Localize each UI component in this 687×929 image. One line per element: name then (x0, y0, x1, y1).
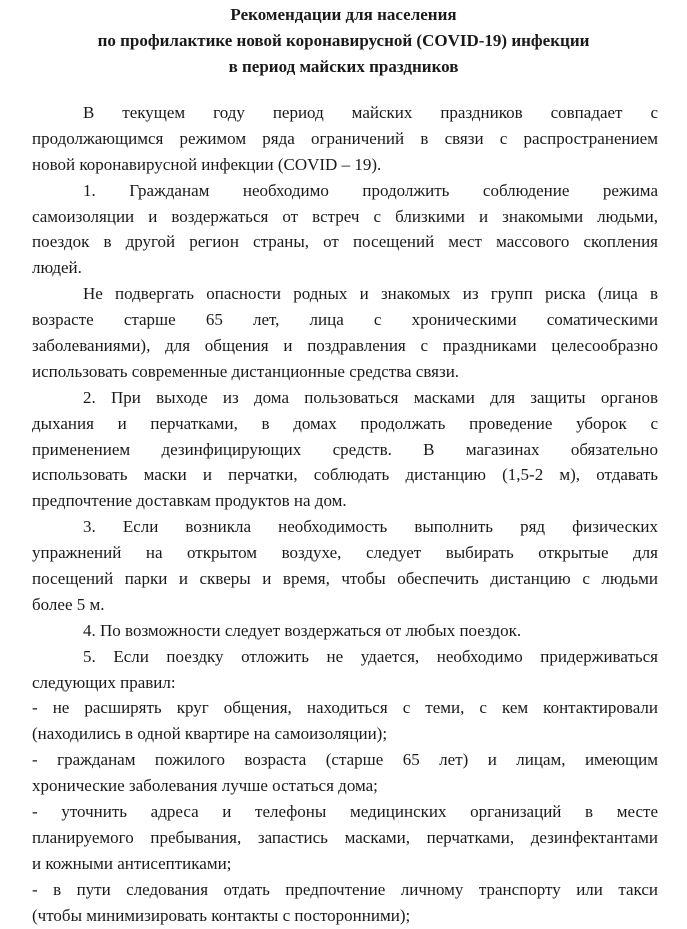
text-line: 4. По возможности следует воздержаться от любых поездок. (83, 620, 522, 640)
text-line: хронические заболевания лучше остаться дома; (32, 776, 378, 796)
document-body (32, 100, 658, 929)
text-line: 5. Если поездку отложить не удается, необходимо придерживаться (83, 646, 658, 666)
text-line: (чтобы минимизировать контакты с посторонними); (32, 905, 411, 925)
intro-paragraph (32, 100, 658, 178)
title-line-1: Рекомендации для населения (230, 5, 457, 24)
text-line: более 5 м. (32, 594, 105, 614)
title-line-2: по профилактике новой коронавирусной (COVID-19) инфекции (97, 31, 590, 50)
document-title (0, 2, 687, 80)
text-line: - уточнить адреса и телефоны медицинских организаций в месте (32, 802, 658, 822)
rule-4-paragraph (32, 877, 658, 929)
rule-3-paragraph (32, 799, 658, 877)
text-line: использовать маски и перчатки, соблюдать дистанцию (1,5-2 м), отдавать (32, 465, 658, 485)
text-line: - гражданам пожилого возраста (старше 65 лет) и лицам, имеющим (32, 750, 658, 770)
text-line: заболеваниями), для общения и поздравления с праздниками целесообразно (32, 336, 658, 356)
text-line: - не расширять круг общения, находиться с теми, с кем контактировали (32, 698, 658, 718)
text-line: поездок в другой регион страны, от посещений мест массового скопления (32, 232, 658, 252)
text-line: применением дезинфицирующих средств. В магазинах обязательно (32, 439, 658, 459)
text-line: и кожными антисептиками; (32, 853, 232, 873)
rule-1-paragraph (32, 695, 658, 747)
item-5-paragraph (32, 644, 658, 696)
item-2-paragraph (32, 385, 658, 514)
text-line: людей. (32, 258, 82, 278)
text-line: упражнений на открытом воздухе, следует выбирать открытые для (32, 543, 658, 563)
text-line: 3. Если возникла необходимость выполнить ряд физических (83, 517, 658, 537)
text-line: В текущем году период майских праздников совпадает с (83, 103, 658, 122)
text-line: Не подвергать опасности родных и знакомых из групп риска (лица в (83, 284, 658, 304)
rule-2-paragraph (32, 747, 658, 799)
item-3-paragraph (32, 514, 658, 618)
text-line: продолжающимся режимом ряда ограничений в связи с распространением (32, 128, 658, 148)
text-line: посещений парки и скверы и время, чтобы обеспечить дистанцию с людьми (32, 569, 658, 589)
item-1-continuation-paragraph (32, 281, 658, 385)
text-line: (находились в одной квартире на самоизоляции); (32, 724, 388, 744)
text-line: самоизоляции и воздержаться от встреч с близкими и знакомыми людьми, (32, 206, 658, 226)
text-line: предпочтение доставкам продуктов на дом. (32, 491, 347, 511)
text-line: новой коронавирусной инфекции (COVID – 19). (32, 154, 382, 174)
text-line: следующих правил: (32, 672, 176, 692)
item-4-paragraph (32, 618, 658, 644)
text-line: возрасте старше 65 лет, лица с хроническими соматическими (32, 310, 658, 330)
text-line: 2. При выходе из дома пользоваться масками для защиты органов (83, 387, 658, 407)
text-line: 1. Гражданам необходимо продолжить соблюдение режима (83, 180, 658, 200)
text-line: - в пути следования отдать предпочтение личному транспорту или такси (32, 879, 658, 899)
title-line-3: в период майских праздников (228, 57, 459, 76)
text-line: дыхания и перчатками, в домах продолжать проведение уборок с (32, 413, 658, 433)
item-1-paragraph (32, 178, 658, 282)
text-line: планируемого пребывания, запастись масками, перчатками, дезинфектантами (32, 827, 658, 847)
text-line: использовать современные дистанционные средства связи. (32, 361, 460, 381)
